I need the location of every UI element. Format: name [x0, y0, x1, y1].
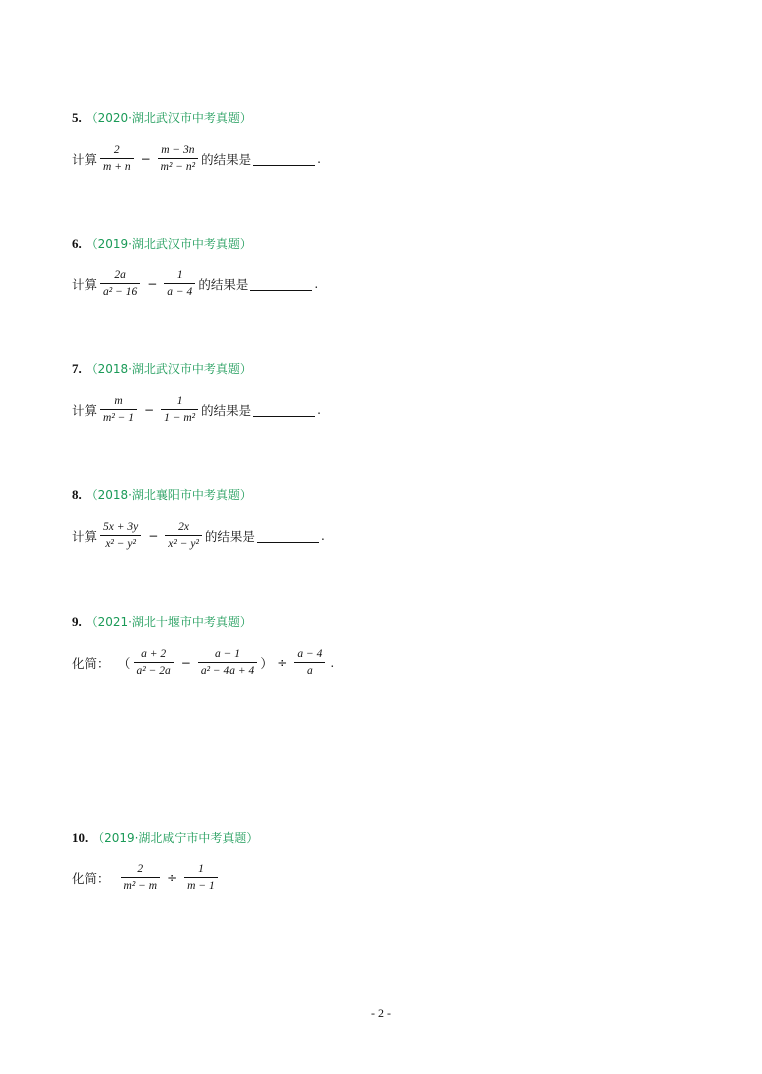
question-8-header [72, 487, 252, 503]
fraction [121, 862, 161, 893]
fraction-bar [100, 409, 137, 410]
answer-blank[interactable] [253, 151, 315, 166]
question-10-body [72, 862, 221, 893]
question-tail: 的结果是 [201, 151, 252, 167]
fraction [198, 647, 257, 678]
question-number: 9. [72, 614, 82, 629]
question-source: （2019·湖北咸宁市中考真题） [92, 831, 259, 845]
fraction [164, 268, 195, 299]
minus-operator: − [180, 655, 191, 670]
fraction-bar [198, 662, 257, 663]
question-number: 7. [72, 361, 82, 376]
question-tail: 的结果是 [198, 276, 249, 292]
question-number: 5. [72, 110, 82, 125]
numerator: a − 1 [215, 648, 241, 660]
question-9-body [72, 647, 334, 678]
minus-operator: − [140, 151, 151, 166]
question-prompt: 化简： [72, 870, 110, 886]
fraction [294, 647, 325, 678]
fraction-bar [158, 158, 198, 159]
question-5-body [72, 143, 321, 174]
question-6-header [72, 236, 252, 252]
denominator: a² − 2a [136, 665, 171, 677]
question-6-body [72, 268, 318, 299]
fraction-bar [165, 535, 202, 536]
question-number: 6. [72, 236, 82, 251]
fraction-bar [164, 283, 195, 284]
fraction-bar [100, 535, 141, 536]
question-8-body [72, 520, 325, 551]
page-number: - 2 - [371, 1006, 391, 1020]
question-prompt: 计算 [72, 276, 98, 292]
numerator: a + 2 [141, 648, 167, 660]
question-tail: 的结果是 [201, 402, 252, 418]
question-prompt: 化简： [72, 655, 110, 671]
numerator: 2a [114, 269, 126, 281]
denominator: m² − 1 [103, 412, 135, 424]
fraction [165, 520, 202, 551]
divide-operator: ÷ [167, 870, 178, 885]
question-10-header [72, 830, 258, 846]
minus-operator: − [147, 276, 158, 291]
divide-operator: ÷ [277, 655, 288, 670]
denominator: a [306, 665, 313, 677]
fraction [100, 520, 141, 551]
question-source: （2021·湖北十堰市中考真题） [85, 615, 252, 629]
numerator: a − 4 [297, 648, 323, 660]
question-5-header [72, 110, 252, 126]
period: . [330, 655, 335, 670]
question-source: （2018·湖北武汉市中考真题） [85, 362, 252, 376]
denominator: m + n [103, 161, 131, 173]
left-paren: （ [117, 657, 131, 672]
answer-blank[interactable] [253, 402, 315, 417]
period: . [317, 151, 321, 166]
fraction-bar [100, 158, 134, 159]
period: . [320, 528, 325, 543]
question-source: （2019·湖北武汉市中考真题） [85, 237, 252, 251]
denominator: a² − 16 [103, 286, 138, 298]
denominator: a − 4 [167, 286, 193, 298]
fraction [184, 862, 218, 893]
denominator: x² − y² [168, 538, 199, 550]
answer-blank[interactable] [250, 276, 312, 291]
numerator: 1 [198, 863, 204, 875]
question-source: （2018·湖北襄阳市中考真题） [85, 488, 252, 502]
question-number: 8. [72, 487, 82, 502]
numerator: 2 [137, 863, 144, 875]
fraction-bar [184, 877, 218, 878]
denominator: x² − y² [105, 538, 136, 550]
fraction-bar [100, 283, 140, 284]
answer-blank[interactable] [257, 528, 319, 543]
fraction-bar [121, 877, 161, 878]
question-7-body [72, 394, 321, 425]
denominator: 1 − m² [164, 412, 196, 424]
right-paren: ） [260, 657, 274, 672]
numerator: 5x + 3y [103, 521, 139, 533]
question-source: （2020·湖北武汉市中考真题） [85, 111, 252, 125]
fraction-bar [134, 662, 174, 663]
question-number: 10. [72, 830, 89, 845]
question-9-header [72, 614, 252, 630]
fraction [100, 268, 140, 299]
fraction [158, 143, 198, 174]
period: . [314, 276, 319, 291]
question-tail: 的结果是 [204, 528, 255, 544]
question-7-header [72, 361, 252, 377]
fraction-bar [161, 409, 198, 410]
denominator: m − 1 [187, 880, 215, 892]
minus-operator: − [144, 402, 155, 417]
denominator: m² − n² [160, 161, 196, 173]
fraction [134, 647, 174, 678]
fraction [161, 394, 198, 425]
numerator: m [114, 395, 123, 407]
fraction [100, 394, 137, 425]
question-prompt: 计算 [72, 151, 98, 167]
numerator: 1 [176, 395, 183, 407]
minus-operator: − [148, 528, 159, 543]
fraction [100, 143, 134, 174]
numerator: m − 3n [161, 144, 195, 156]
numerator: 2 [113, 144, 120, 156]
numerator: 1 [176, 269, 183, 281]
question-prompt: 计算 [72, 402, 98, 418]
fraction-bar [294, 662, 325, 663]
denominator: a² − 4a + 4 [200, 665, 255, 677]
denominator: m² − m [123, 880, 158, 892]
numerator: 2x [178, 521, 190, 533]
question-prompt: 计算 [72, 528, 98, 544]
period: . [317, 402, 321, 417]
